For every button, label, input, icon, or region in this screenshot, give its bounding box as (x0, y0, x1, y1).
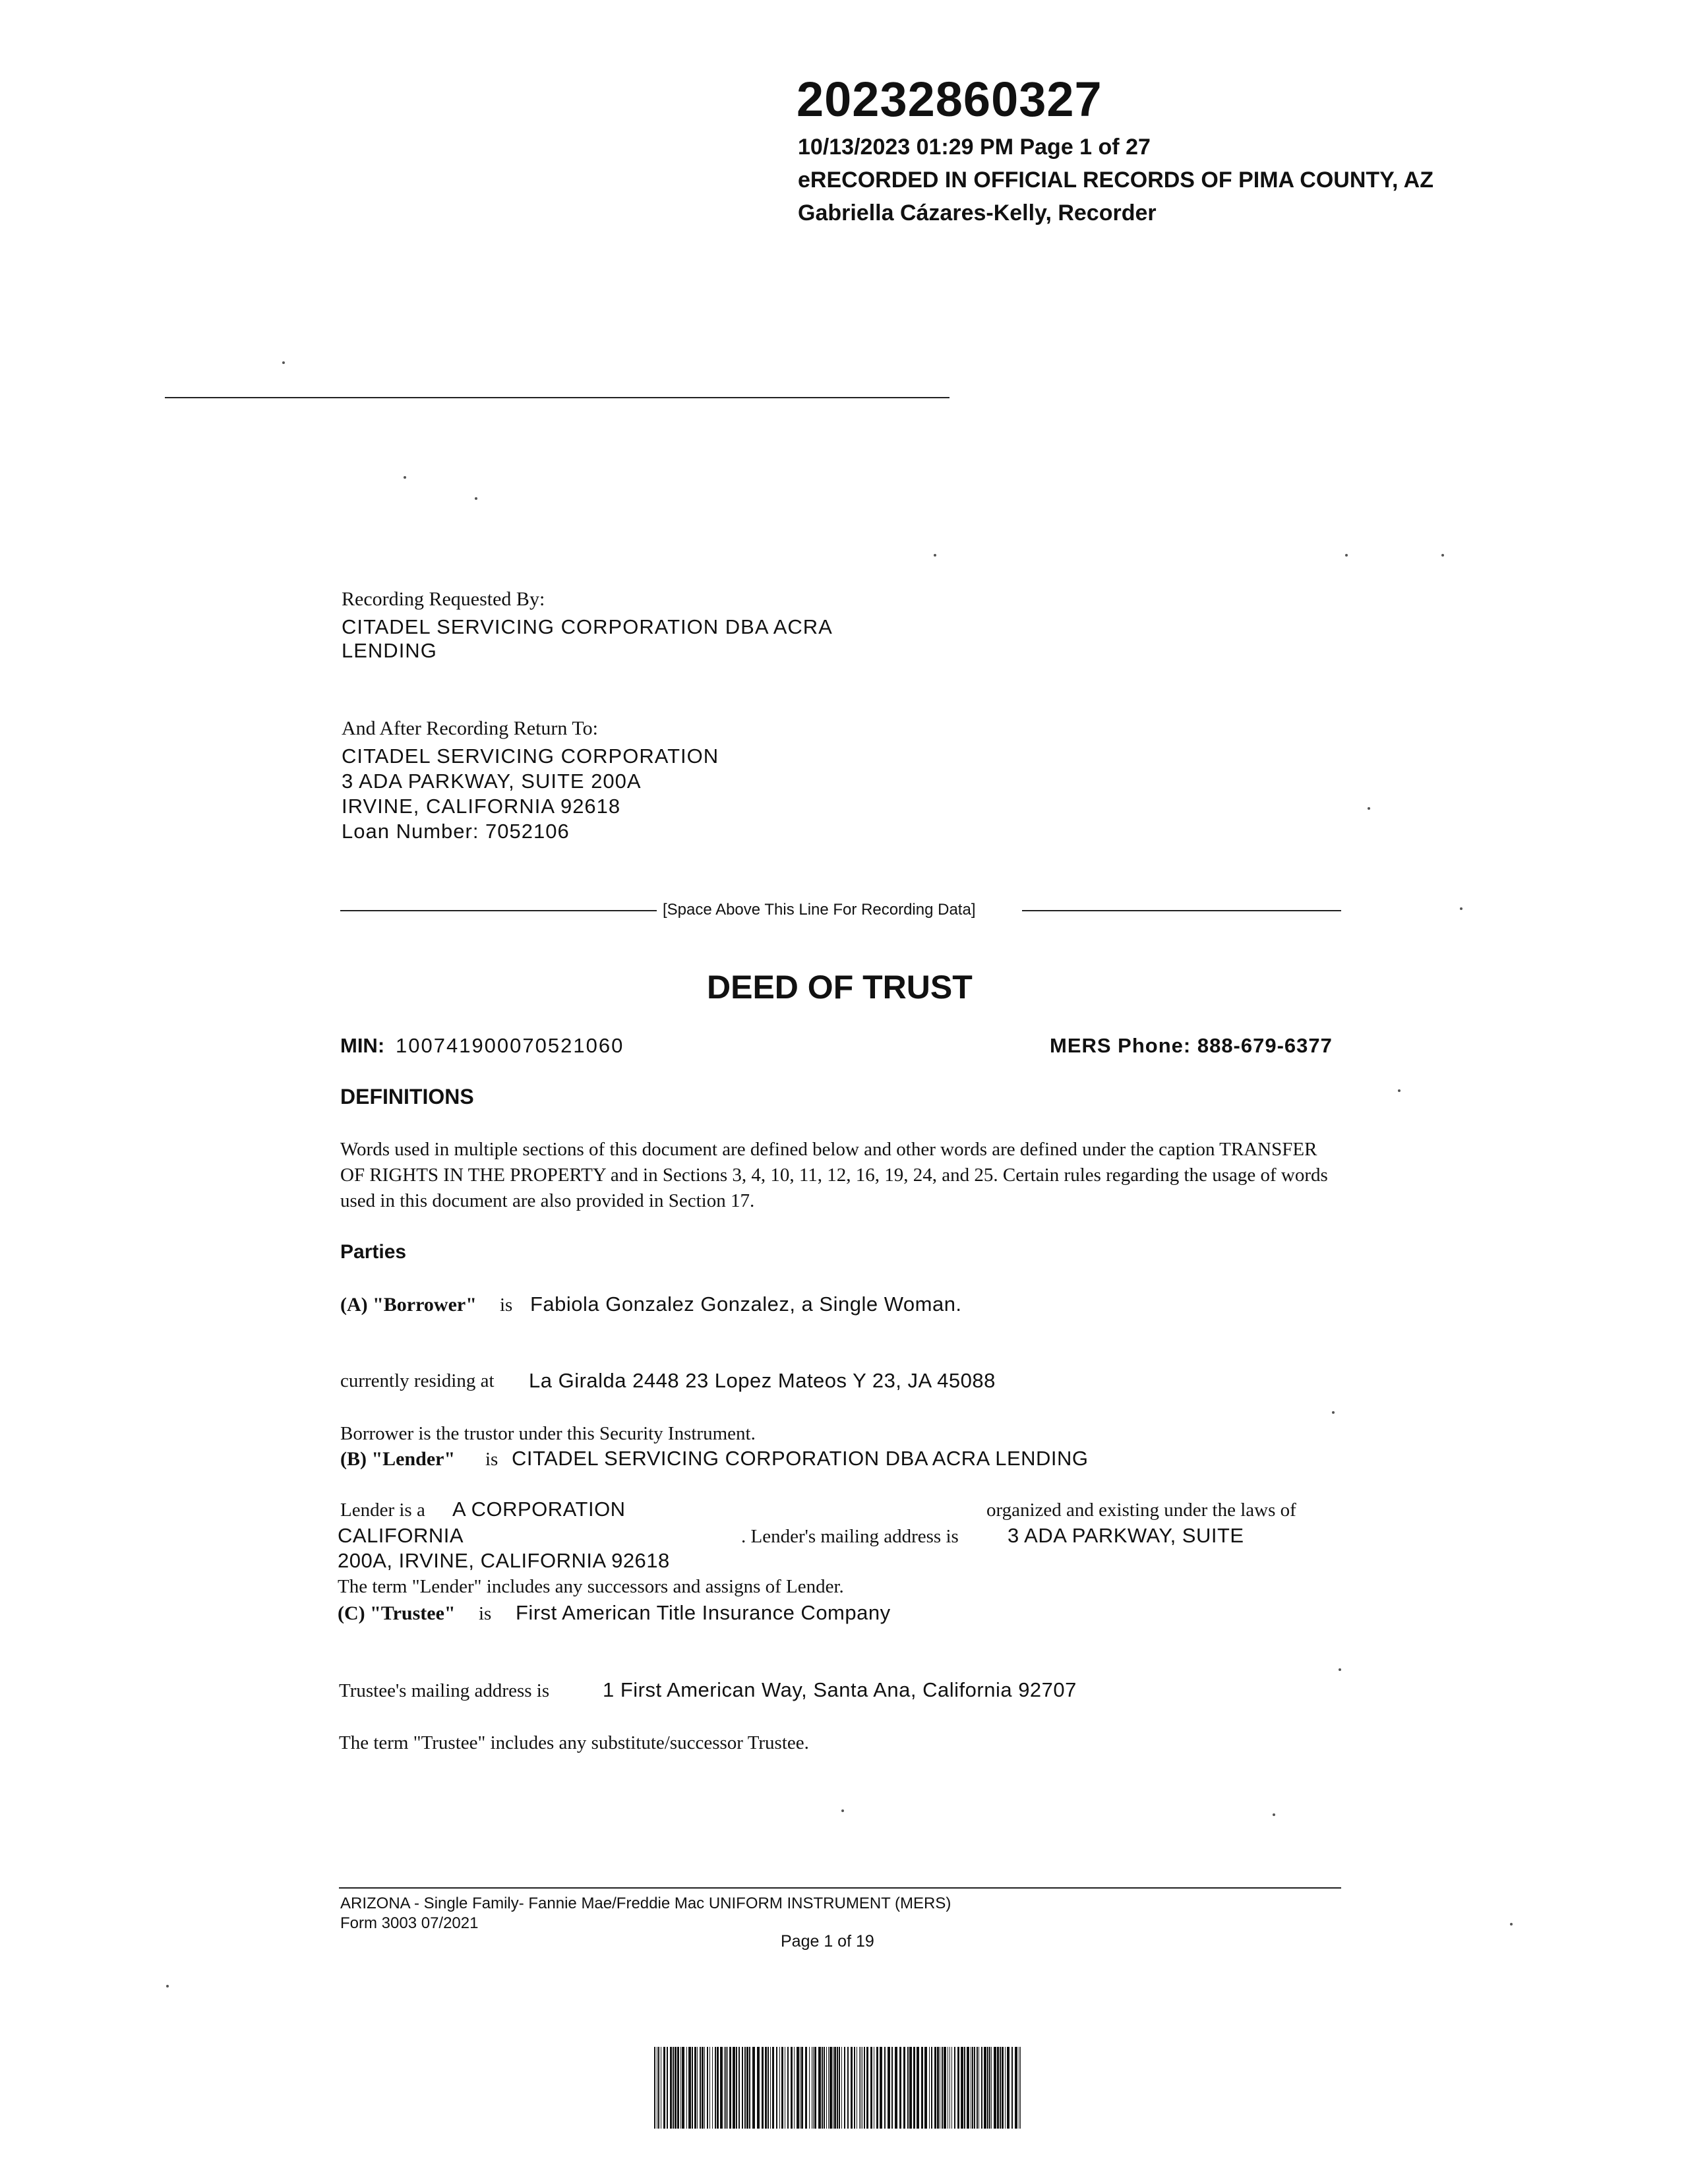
scan-speck (166, 1985, 169, 1987)
footer-page-number: Page 1 of 19 (781, 1932, 874, 1951)
recorder-name: Gabriella Cázares-Kelly, Recorder (798, 200, 1157, 226)
lender-mailing-text: . Lender's mailing address is (741, 1526, 959, 1547)
borrower-label: (A) "Borrower" (340, 1294, 477, 1316)
lender-state: CALIFORNIA (338, 1524, 464, 1547)
header-divider (165, 397, 950, 398)
scan-speck (841, 1809, 844, 1812)
scan-speck (934, 554, 936, 557)
trustee-mailing-label: Trustee's mailing address is (339, 1680, 550, 1701)
trustee-name: First American Title Insurance Company (516, 1601, 891, 1624)
scan-speck (1332, 1411, 1335, 1414)
residing-label: currently residing at (340, 1370, 495, 1391)
lender-term: The term "Lender" includes any successors and assigns of Lender. (338, 1576, 844, 1597)
loan-number: Loan Number: 7052106 (342, 820, 570, 843)
recording-requested-line-2: LENDING (342, 639, 437, 662)
trustee-is: is (479, 1603, 492, 1624)
recording-date-page: 10/13/2023 01:29 PM Page 1 of 27 (798, 135, 1151, 160)
return-to-line-2: 3 ADA PARKWAY, SUITE 200A (342, 770, 642, 793)
borrower-address: La Giralda 2448 23 Lopez Mateos Y 23, JA 45088 (529, 1369, 996, 1392)
definitions-heading: DEFINITIONS (340, 1085, 474, 1108)
footer-divider (339, 1887, 1341, 1889)
lender-address-2: 200A, IRVINE, CALIFORNIA 92618 (338, 1549, 670, 1572)
return-to-line-3: IRVINE, CALIFORNIA 92618 (342, 795, 621, 818)
recording-data-rule-left (340, 910, 657, 911)
scan-speck (404, 476, 406, 479)
trustee-label: (C) "Trustee" (338, 1602, 456, 1624)
scan-speck (1345, 554, 1348, 557)
min-label: MIN: (340, 1034, 385, 1057)
return-to-label: And After Recording Return To: (342, 717, 598, 739)
lender-is: is (485, 1449, 498, 1470)
scan-speck (1460, 907, 1462, 910)
scan-speck (1510, 1923, 1513, 1926)
scan-speck (1273, 1813, 1275, 1816)
parties-heading: Parties (340, 1241, 407, 1263)
return-to-line-1: CITADEL SERVICING CORPORATION (342, 744, 719, 768)
recording-requested-line-1: CITADEL SERVICING CORPORATION DBA ACRA (342, 615, 833, 638)
lender-is-a: Lender is a (340, 1500, 425, 1521)
scan-speck (1339, 1668, 1341, 1671)
organized-text: organized and existing under the laws of (986, 1500, 1296, 1521)
scan-speck (1368, 807, 1370, 810)
scan-speck (282, 361, 285, 364)
scan-speck (475, 497, 477, 500)
space-above-label: [Space Above This Line For Recording Data] (663, 901, 976, 919)
lender-type: A CORPORATION (452, 1498, 626, 1521)
lender-name: CITADEL SERVICING CORPORATION DBA ACRA LENDING (512, 1447, 1089, 1470)
mers-phone: MERS Phone: 888-679-6377 (1050, 1034, 1333, 1057)
borrower-is: is (500, 1294, 513, 1316)
scan-speck (1398, 1089, 1401, 1092)
document-title: DEED OF TRUST (707, 969, 973, 1006)
trustor-text: Borrower is the trustor under this Security Instrument. (340, 1423, 756, 1444)
scan-speck (1441, 554, 1444, 557)
recording-data-rule-right (1022, 910, 1341, 911)
min-value: 100741900070521060 (396, 1034, 624, 1057)
barcode-image (654, 2047, 1023, 2129)
lender-label: (B) "Lender" (340, 1448, 456, 1470)
recording-office: eRECORDED IN OFFICIAL RECORDS OF PIMA COUNTY, AZ (798, 167, 1434, 193)
lender-address-1: 3 ADA PARKWAY, SUITE (1008, 1524, 1244, 1547)
recording-requested-label: Recording Requested By: (342, 588, 545, 610)
document-number: 20232860327 (797, 72, 1102, 127)
footer-form-title: ARIZONA - Single Family- Fannie Mae/Freddie Mac UNIFORM INSTRUMENT (MERS) (340, 1895, 951, 1912)
trustee-term: The term "Trustee" includes any substitute/successor Trustee. (339, 1732, 809, 1753)
borrower-name: Fabiola Gonzalez Gonzalez, a Single Woman. (530, 1292, 962, 1316)
trustee-address: 1 First American Way, Santa Ana, California 92707 (603, 1678, 1077, 1701)
footer-form-number: Form 3003 07/2021 (340, 1914, 479, 1932)
definitions-paragraph: Words used in multiple sections of this document are defined below and other words are defined under the caption TRANSFER OF RIGHTS IN THE PROPERTY and in Sections 3, 4, 10, 11, 12, 16, 19, 24, and 25. Certain rules regarding the usage of words used in this document are also provided in Section 17. (340, 1139, 1328, 1211)
